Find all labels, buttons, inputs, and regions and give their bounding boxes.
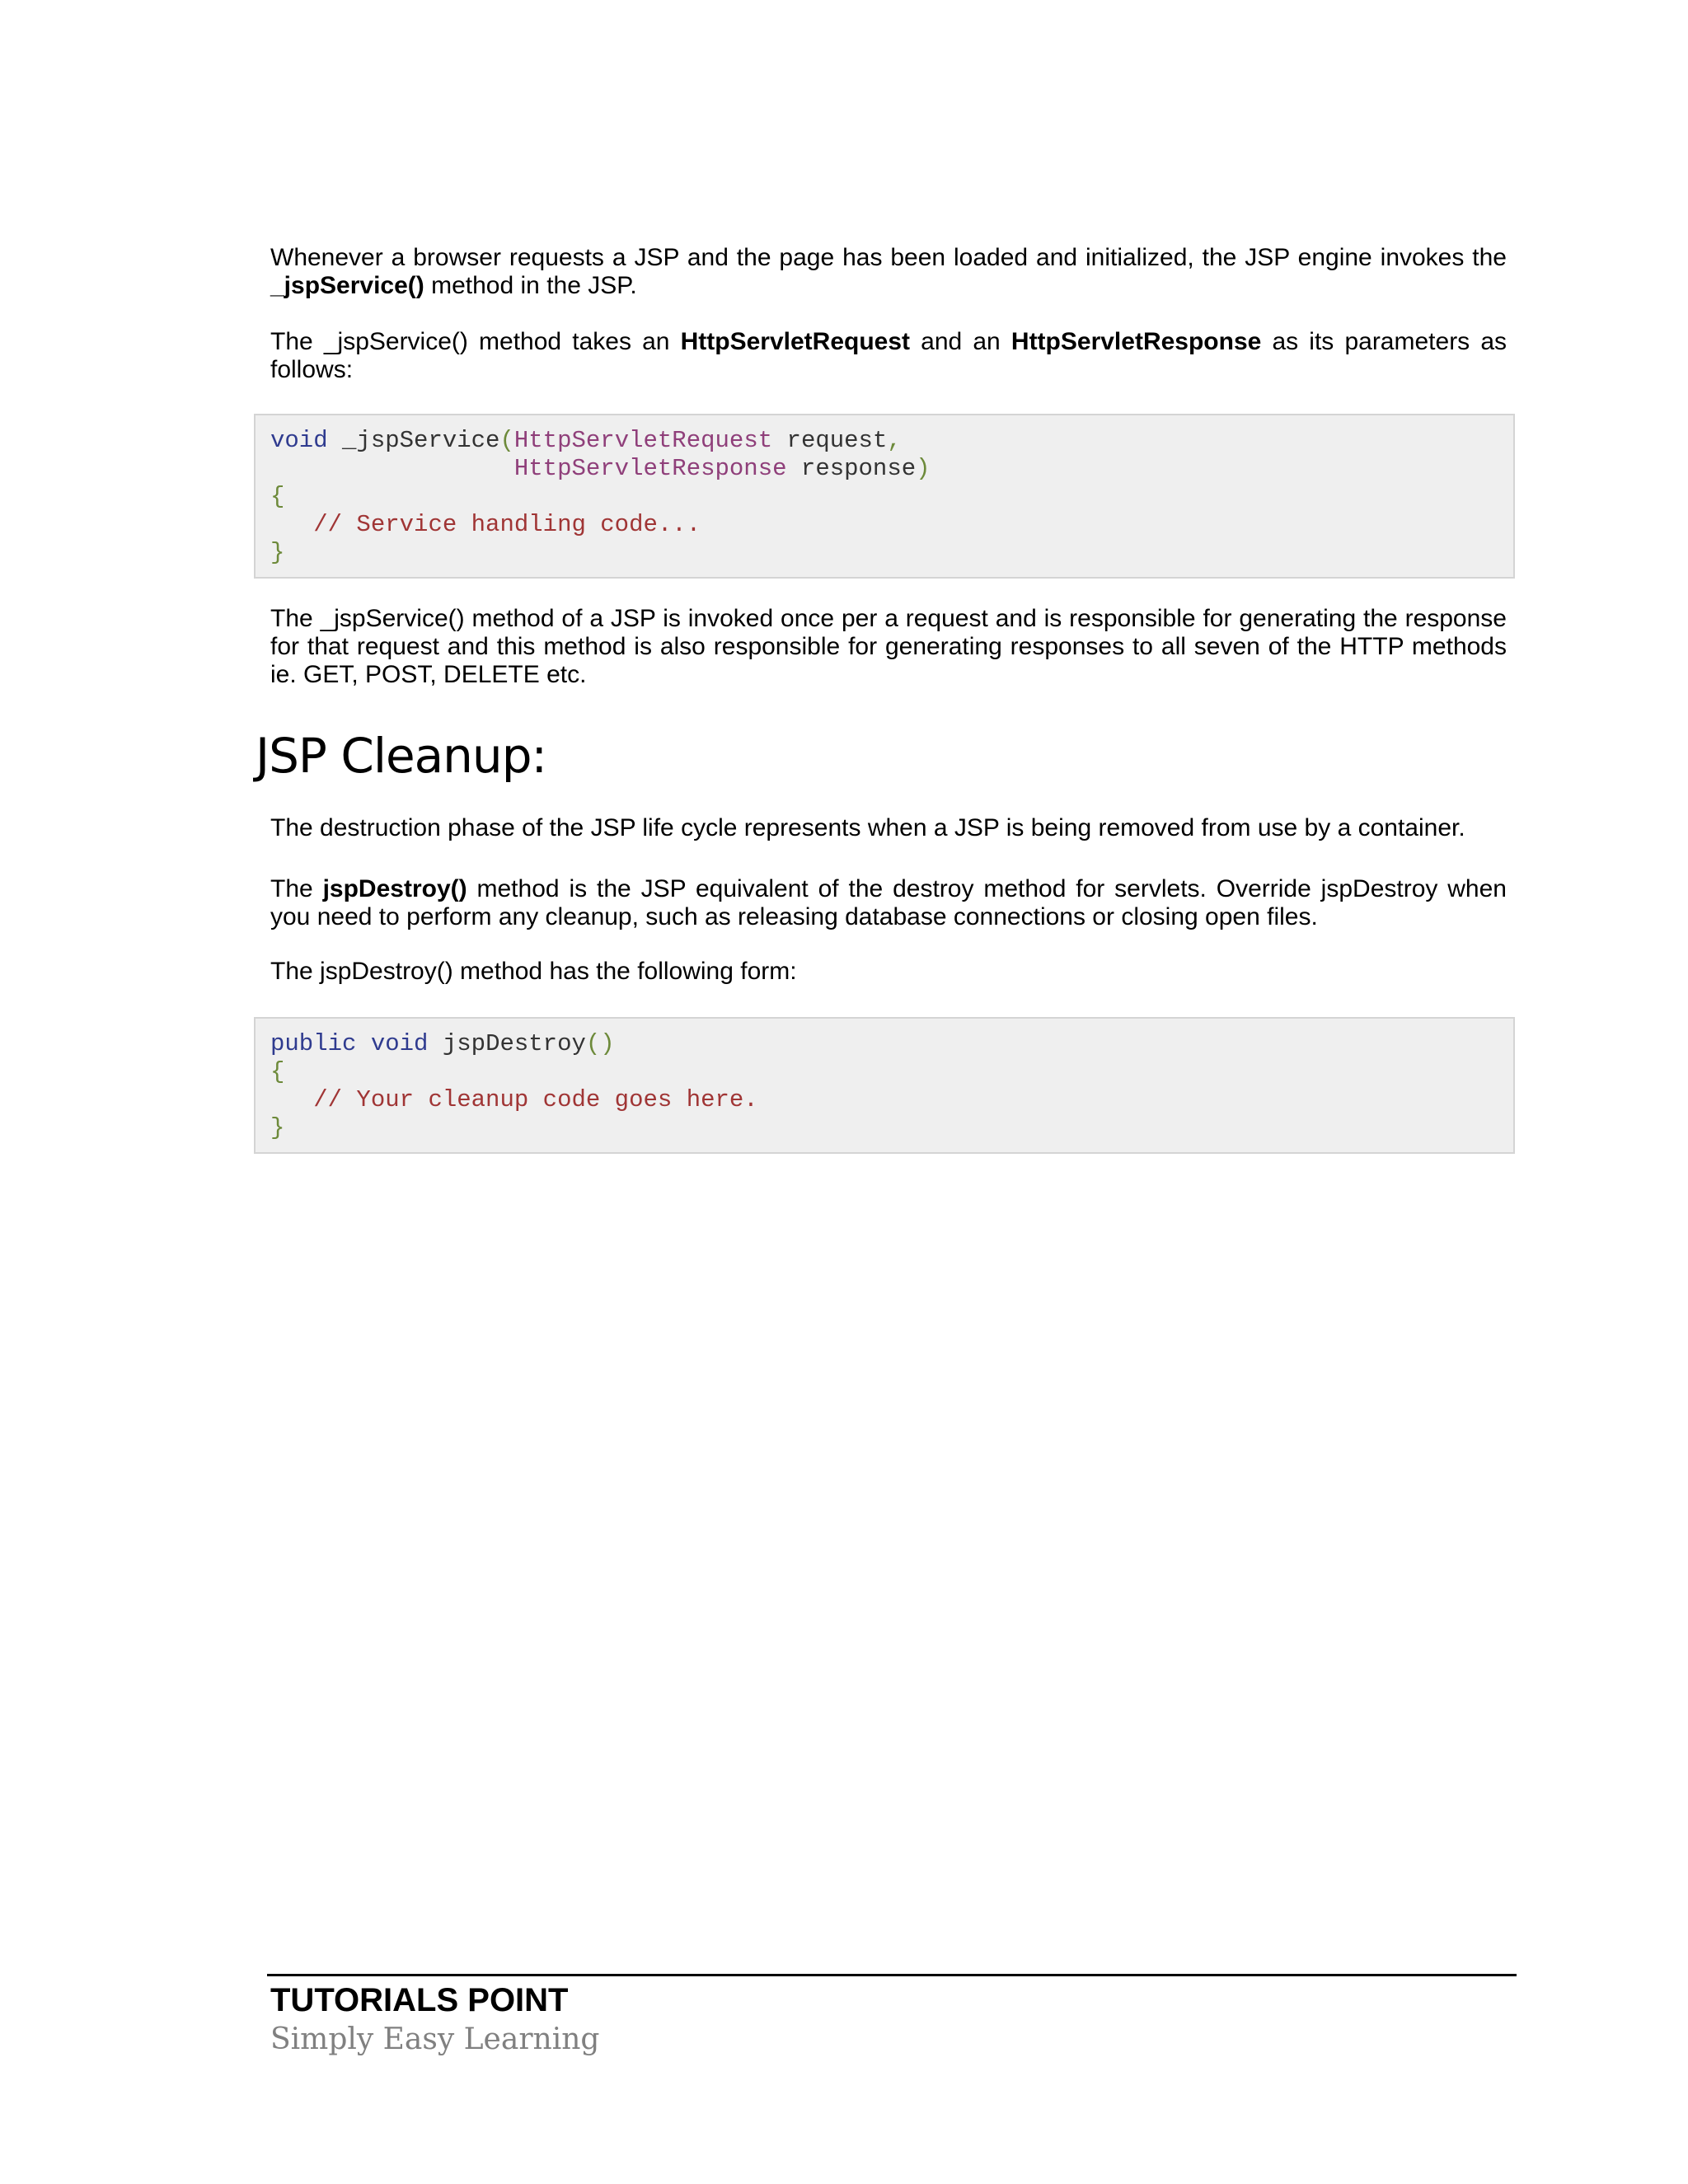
code-identifier: _jspService — [327, 427, 500, 454]
code-line: } — [270, 1114, 285, 1141]
text: and an — [910, 328, 1011, 355]
paragraph-jspservice-invocation — [270, 244, 1507, 300]
code-line: } — [270, 539, 285, 566]
footer-divider — [267, 1974, 1517, 1976]
code-indent — [270, 1086, 313, 1113]
paragraph-jspdestroy-form: The jspDestroy() method has the following form: — [270, 958, 797, 985]
code-line: { — [270, 1058, 285, 1085]
paragraph-destruction-phase: The destruction phase of the JSP life cycle represents when a JSP is being removed from use by a container. — [270, 814, 1465, 841]
code-keyword: public — [270, 1030, 357, 1057]
code-indent — [270, 455, 514, 482]
footer-brand: TUTORIALS POINT — [270, 1982, 569, 2018]
text: Whenever a browser requests a JSP and the page has been loaded and initialized, the JSP engine invokes the — [270, 244, 1507, 271]
code-identifier: request — [772, 427, 888, 454]
code-line — [270, 1086, 1498, 1114]
bold-term-httpservletresponse: HttpServletResponse — [1010, 328, 1262, 355]
code-line: { — [270, 483, 285, 510]
code-identifier: jspDestroy — [428, 1030, 586, 1057]
footer-tagline: Simply Easy Learning — [270, 2022, 600, 2056]
code-block-jspdestroy — [254, 1017, 1515, 1154]
code-line — [270, 455, 1498, 483]
code-comment: // Your cleanup code goes here. — [313, 1086, 758, 1113]
code-punctuation: ( — [499, 427, 514, 454]
code-line — [270, 1030, 1498, 1058]
paragraph-jspdestroy-description — [270, 875, 1507, 931]
code-punctuation: ) — [916, 455, 931, 482]
text: method in the JSP. — [424, 272, 637, 299]
code-punctuation: , — [887, 427, 902, 454]
bold-term-jspservice: _jspService() — [270, 272, 424, 299]
code-indent — [270, 511, 313, 538]
code-keyword: void — [270, 427, 328, 454]
paragraph-jspservice-parameters — [270, 328, 1507, 384]
code-space — [356, 1030, 370, 1057]
code-identifier: response — [786, 455, 917, 482]
paragraph-jspservice-responsibility: The _jspService() method of a JSP is invoked once per a request and is responsible for generating the response for that request and this method is also responsible for generating responses to all seven of the HTTP methods ie. GET, POST, DELETE etc. — [270, 605, 1507, 688]
text: method is the JSP equivalent of the destroy method for servlets. Override jspDestroy when you need to perform any cleanup, such as releasing database connections or closing open files. — [270, 875, 1507, 930]
code-comment: // Service handling code... — [313, 511, 701, 538]
bold-term-httpservletrequest: HttpServletRequest — [680, 328, 911, 355]
bold-term-jspdestroy: jspDestroy() — [322, 875, 467, 902]
code-line — [270, 511, 1498, 539]
code-keyword: void — [370, 1030, 429, 1057]
code-type: HttpServletRequest — [513, 427, 773, 454]
code-punctuation: () — [585, 1030, 615, 1057]
text: The — [270, 875, 323, 902]
text: as its parameters as follows: — [270, 328, 1507, 383]
code-line — [270, 427, 1498, 455]
code-type: HttpServletResponse — [513, 455, 787, 482]
section-heading-jsp-cleanup: JSP Cleanup: — [256, 728, 547, 784]
code-block-jspservice — [254, 414, 1515, 579]
text: The _jspService() method takes an — [270, 328, 681, 355]
